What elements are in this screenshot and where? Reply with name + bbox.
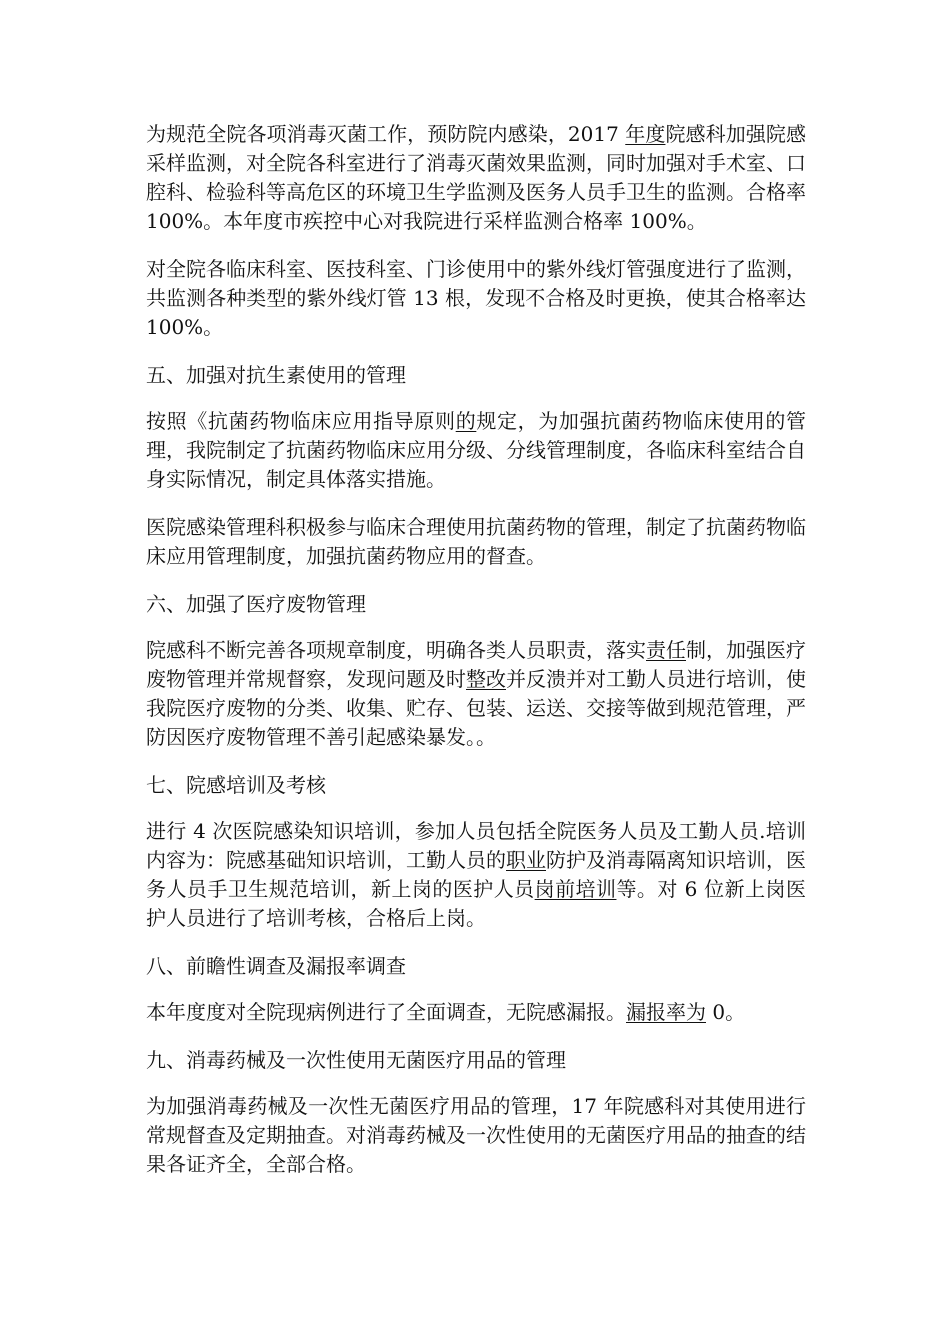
text-segment: 并反溃并对工勤人员进行培训，使我院医疗废物的分类、收集、贮存、包装、运送、交接等做到规范管理，严防因医疗废物管理不善引起感染暴发。。 (146, 667, 806, 749)
section-heading (146, 771, 806, 800)
underlined-link[interactable]: 责任 (646, 638, 686, 662)
text-segment: 医院感染管理科积极参与临床合理使用抗菌药物的管理，制定了抗菌药物临床应用管理制度，加强抗菌药物应用的督查。 (146, 515, 806, 568)
paragraph (146, 255, 806, 342)
text-segment: 为加强消毒药械及一次性无菌医疗用品的管理，17 年院感科对其使用进行常规督查及定期抽查。对消毒药械及一次性使用的无菌医疗用品的抽查的结果各证齐全，全部合格。 (146, 1094, 806, 1176)
underlined-link[interactable]: 的 (455, 409, 477, 433)
paragraph (146, 1092, 806, 1179)
text-segment: 九、消毒药械及一次性使用无菌医疗用品的管理 (146, 1048, 566, 1072)
document-page (146, 120, 806, 1198)
text-segment: 五、加强对抗生素使用的管理 (146, 363, 406, 387)
text-segment: 院感科不断完善各项规章制度，明确各类人员职责，落实 (146, 638, 646, 662)
section-heading (146, 361, 806, 390)
text-segment: 规定，为加强抗菌药物临床使用的管理，我院制定了抗菌药物临床应用分级、分线管理制度，各临床科室结合自身实际情况，制定具体落实措施。 (146, 409, 807, 491)
section-heading (146, 590, 806, 619)
paragraph (146, 636, 806, 752)
section-heading (146, 1046, 806, 1075)
paragraph (146, 120, 806, 236)
text-segment: 八、前瞻性调查及漏报率调查 (146, 954, 406, 978)
paragraph (146, 998, 806, 1027)
text-segment: 制，加强医疗废物管理并常规督察，发现问题及时 (146, 638, 806, 691)
text-segment: 防护及消毒隔离知识培训，医务人员手卫生规范培训，新上岗的医护人员 (146, 848, 806, 901)
text-segment: 七、院感培训及考核 (146, 773, 326, 797)
text-segment: 为规范全院各项消毒灭菌工作，预防院内感染，2017 (146, 122, 626, 146)
text-segment: 六、加强了医疗废物管理 (146, 592, 366, 616)
text-segment: 本年度度对全院现病例进行了全面调查，无院感漏报。 (146, 1000, 626, 1024)
text-segment: 按照《抗菌药物临床应用指导原则 (146, 409, 456, 433)
section-heading (146, 952, 806, 981)
underlined-link[interactable]: 岗前培训 (534, 877, 617, 901)
text-segment: 院感科加强院感采样监测，对全院各科室进行了消毒灭菌效果监测，同时加强对手术室、口腔科、检验科等高危区的环境卫生学监测及医务人员手卫生的监测。合格率 100%。本年度市疾控中心对我院进行采样监测合格率 100%。 (146, 122, 807, 233)
underlined-link[interactable]: 职业 (506, 848, 546, 872)
text-segment: 0。 (706, 1000, 746, 1024)
underlined-link[interactable]: 整改 (466, 667, 506, 691)
paragraph (146, 513, 806, 571)
underlined-link[interactable]: 年度 (625, 122, 666, 146)
paragraph (146, 407, 806, 494)
document-body (146, 120, 806, 1179)
underlined-link[interactable]: 漏报率为 (626, 1000, 706, 1024)
text-segment: 对全院各临床科室、医技科室、门诊使用中的紫外线灯管强度进行了监测，共监测各种类型的紫外线灯管 13 根，发现不合格及时更换，使其合格率达 100%。 (146, 257, 806, 339)
text-segment: 进行 4 次医院感染知识培训，参加人员包括全院医务人员及工勤人员.培训内容为：院感基础知识培训，工勤人员的 (146, 819, 806, 872)
paragraph (146, 817, 806, 933)
text-segment: 等。对 6 位新上岗医护人员进行了培训考核，合格后上岗。 (146, 877, 806, 930)
